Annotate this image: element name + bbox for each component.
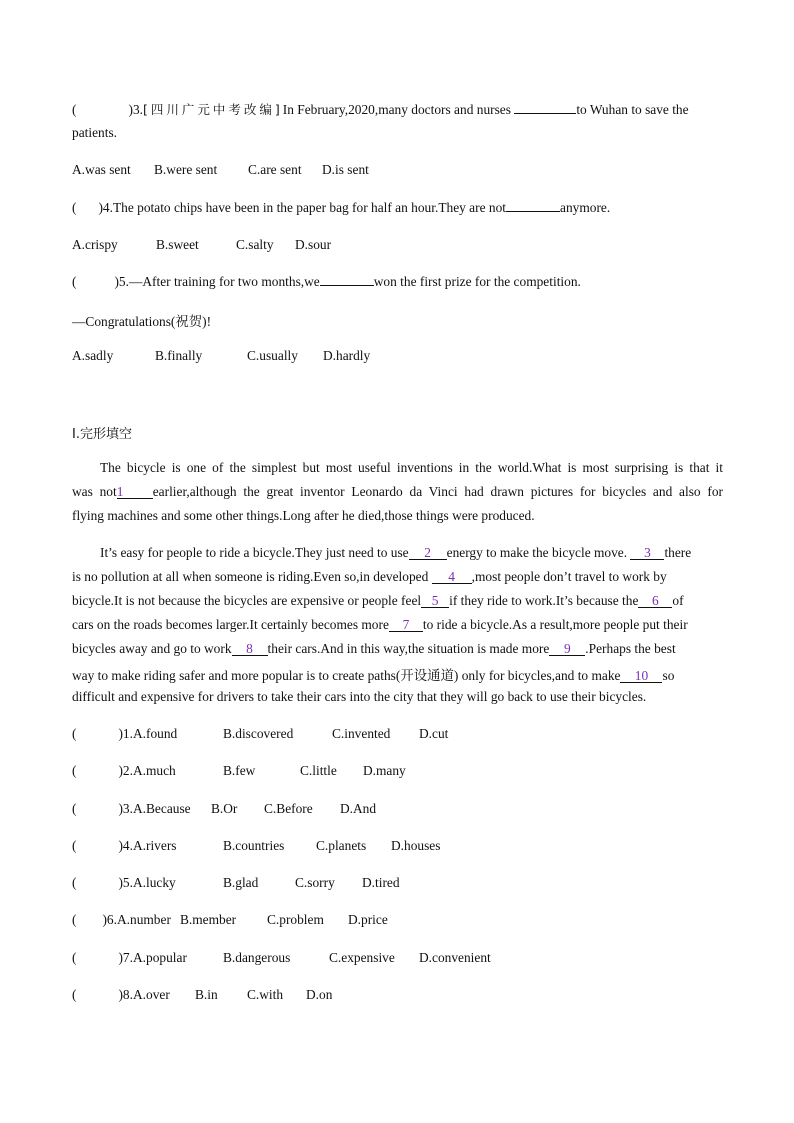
cloze-blank-8: 8 — [232, 642, 268, 656]
option-a: A.lucky — [132, 875, 176, 890]
option-d: D.sour — [295, 237, 332, 252]
option-c: C.expensive — [328, 950, 395, 965]
cloze-question-7 — [72, 950, 491, 966]
passage-line — [72, 665, 674, 684]
cloze-blank-9: 9 — [549, 642, 585, 656]
passage-text: cars on the roads becomes larger.It certainly becomes more — [72, 617, 389, 632]
cloze-blank-1: 1 — [117, 485, 153, 499]
option-c: C.with — [246, 987, 284, 1002]
question-number: )6. — [102, 912, 117, 927]
option-c: C.are sent — [248, 162, 302, 177]
paren-open: ( — [72, 875, 77, 890]
option-d: D.tired — [361, 875, 400, 890]
question-number: )1. — [118, 726, 133, 741]
question-3-cont: patients. — [72, 125, 117, 140]
passage-line — [72, 569, 667, 585]
passage-text: was not — [72, 484, 117, 499]
answer-blank — [514, 112, 576, 114]
option-a: A.found — [132, 726, 178, 741]
question-number: )8. — [118, 987, 133, 1002]
option-c: C.Before — [263, 801, 313, 816]
passage-line — [72, 593, 684, 609]
option-a: A.crispy — [72, 237, 118, 252]
answer-blank — [506, 210, 560, 212]
cloze-question-4 — [72, 838, 440, 854]
option-b: B.member — [179, 912, 237, 927]
question-5-options — [72, 348, 370, 364]
paren-open: ( — [72, 763, 77, 778]
option-b: B.Or — [210, 801, 238, 816]
passage-text: of — [672, 593, 684, 608]
option-d: D.convenient — [418, 950, 491, 965]
option-b: B.finally — [155, 348, 203, 363]
question-stem-cont: won the first prize for the competition. — [373, 274, 581, 289]
question-source: [四川广元中考改编] — [142, 102, 283, 117]
passage-text: their cars.And in this way,the situation is made more — [267, 641, 550, 656]
option-b: B.dangerous — [222, 950, 291, 965]
question-number: )7. — [118, 950, 133, 965]
passage-text: way to make riding safer and more popular is to create paths(开设通道) only for bicycles,and to make — [72, 668, 621, 683]
option-c: C.sorry — [294, 875, 335, 890]
option-d: D.houses — [390, 838, 441, 853]
cloze-question-6 — [72, 912, 388, 928]
passage-text: It’s easy for people to ride a bicycle.They just need to use — [100, 545, 409, 560]
option-b: B.in — [194, 987, 218, 1002]
paren-open: ( — [72, 838, 77, 853]
question-number: 3. — [132, 102, 143, 117]
paren-open: ( — [72, 726, 77, 741]
passage-text: energy to make the bicycle move. — [446, 545, 628, 560]
question-number: )5. — [118, 875, 133, 890]
cloze-blank-2: 2 — [409, 546, 447, 560]
question-4 — [72, 200, 610, 216]
paren-open: ( — [72, 912, 77, 927]
question-stem: )5.—After training for two months,we — [114, 274, 320, 289]
passage-text: is no pollution at all when someone is riding.Even so,in developed — [72, 569, 429, 584]
passage-line — [72, 641, 676, 657]
question-3-options — [72, 162, 369, 178]
option-c: C.planets — [315, 838, 367, 853]
passage-text: bicycle.It is not because the bicycles are expensive or people feel — [72, 593, 422, 608]
question-5-reply: —Congratulations(祝贺)! — [72, 314, 212, 329]
passage-text: earlier,although the great inventor Leonardo da Vinci had drawn pictures for bicycles and also for — [152, 484, 723, 499]
answer-blank — [320, 284, 374, 286]
passage-line — [100, 545, 691, 561]
passage-text: so — [662, 668, 675, 683]
cloze-blank-4: 4 — [432, 570, 472, 584]
option-a: A.rivers — [132, 838, 177, 853]
option-a: A.sadly — [72, 348, 114, 363]
passage-text: .Perhaps the best — [585, 641, 676, 656]
option-d: D.on — [305, 987, 333, 1002]
option-b: B.glad — [222, 875, 259, 890]
passage-line — [72, 617, 688, 633]
passage-line: The bicycle is one of the simplest but most useful inventions in the world.What is most surprising is that it — [100, 460, 723, 475]
cloze-blank-3: 3 — [630, 546, 664, 560]
option-a: A.Because — [132, 801, 191, 816]
option-a: A.popular — [132, 950, 187, 965]
paren-open: ( — [72, 801, 77, 816]
passage-line: flying machines and some other things.Long after he died,those things were produced. — [72, 508, 535, 523]
question-4-options — [72, 237, 331, 253]
option-c: C.salty — [236, 237, 274, 252]
option-b: B.few — [222, 763, 256, 778]
question-number: )3. — [118, 801, 133, 816]
passage-text: to ride a bicycle.As a result,more people put their — [422, 617, 688, 632]
cloze-question-3 — [72, 801, 376, 817]
option-a: A.over — [132, 987, 170, 1002]
passage-text: bicycles away and go to work — [72, 641, 232, 656]
option-a: A.was sent — [72, 162, 131, 177]
passage-line — [72, 484, 723, 500]
question-number: )4. — [118, 838, 133, 853]
cloze-blank-6: 6 — [638, 594, 672, 608]
paren-open: ( — [72, 274, 77, 289]
option-b: B.countries — [222, 838, 285, 853]
option-a: A.much — [132, 763, 176, 778]
cloze-blank-10: 10 — [620, 669, 662, 683]
option-b: B.discovered — [222, 726, 294, 741]
option-d: D.cut — [418, 726, 449, 741]
question-stem-cont: anymore. — [560, 200, 611, 215]
section-title: Ⅰ.完形填空 — [72, 427, 132, 442]
cloze-question-2 — [72, 763, 406, 779]
passage-text: if they ride to work.It’s because the — [449, 593, 639, 608]
cloze-blank-5: 5 — [421, 594, 449, 608]
option-b: B.sweet — [156, 237, 199, 252]
cloze-question-8 — [72, 987, 332, 1003]
option-d: D.is sent — [322, 162, 369, 177]
passage-text: there — [664, 545, 692, 560]
paren-open: ( — [72, 950, 77, 965]
option-b: B.were sent — [154, 162, 218, 177]
option-c: C.little — [299, 763, 337, 778]
paren-open: ( — [72, 200, 77, 215]
paren-close: ) — [128, 102, 133, 117]
option-d: D.price — [347, 912, 388, 927]
option-c: C.problem — [266, 912, 324, 927]
paren-open: ( — [72, 987, 77, 1002]
paren-open: ( — [72, 102, 77, 117]
passage-text: ,most people don’t travel to work by — [471, 569, 667, 584]
cloze-question-5 — [72, 875, 400, 891]
option-c: C.invented — [331, 726, 391, 741]
option-d: D.many — [362, 763, 406, 778]
question-3 — [72, 100, 689, 118]
question-5 — [72, 274, 581, 290]
option-d: D.And — [339, 801, 377, 816]
option-d: D.hardly — [323, 348, 371, 363]
option-a: A.number — [116, 912, 171, 927]
question-stem-cont: to Wuhan to save the — [576, 102, 689, 117]
question-stem: In February,2020,many doctors and nurses — [282, 102, 515, 117]
cloze-blank-7: 7 — [389, 618, 423, 632]
passage-line: difficult and expensive for drivers to take their cars into the city that they will go back to use their bicycles. — [72, 689, 647, 704]
question-stem: )4.The potato chips have been in the paper bag for half an hour.They are not — [98, 200, 506, 215]
question-number: )2. — [118, 763, 133, 778]
option-c: C.usually — [247, 348, 298, 363]
cloze-question-1 — [72, 726, 448, 742]
